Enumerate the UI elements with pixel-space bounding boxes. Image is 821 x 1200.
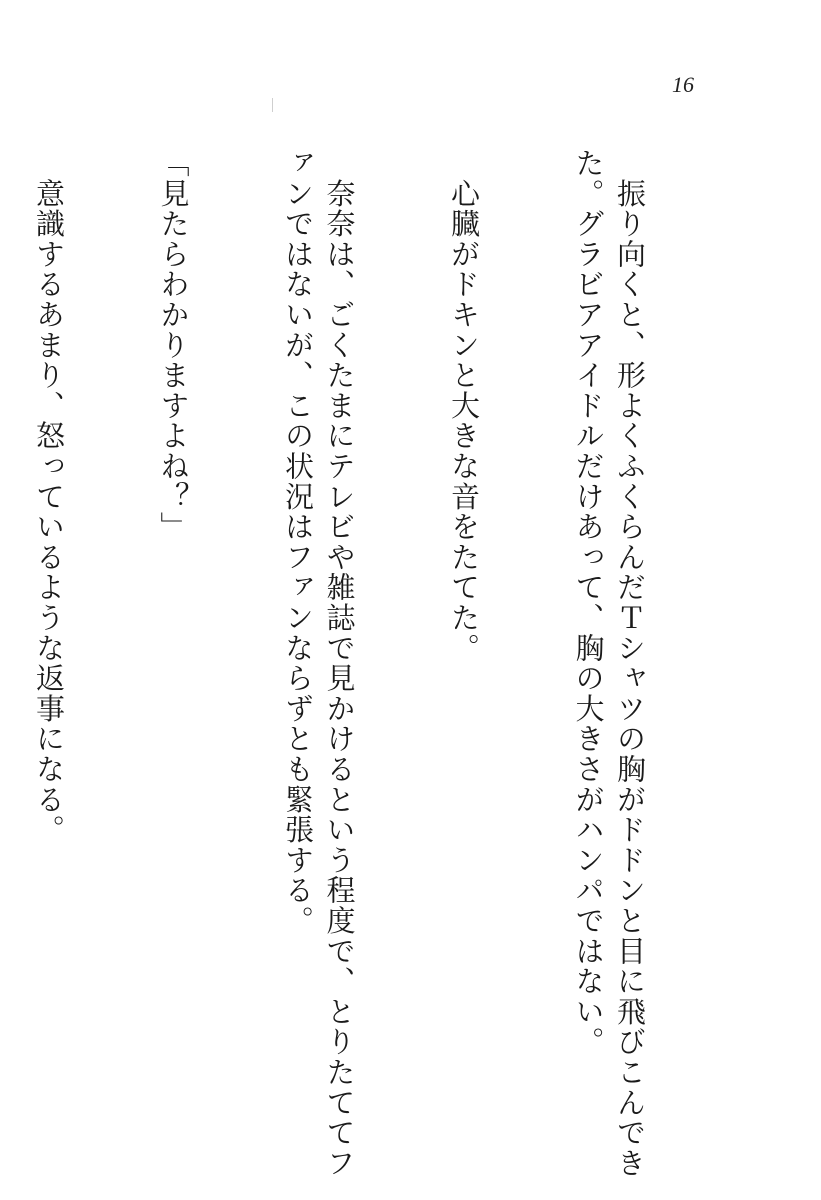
paragraph: 「見たらわかりますよね？」 [156, 148, 191, 542]
faint-mark [272, 98, 273, 112]
body-text [33, 148, 733, 1188]
paragraph: 振り向くと、形よくふくらんだＴシャツの胸がドドンと目に飛びこんできた。グラビアアイドルだけあって、胸の大きさがハンパではない。 [571, 148, 647, 1179]
paragraph: 心臓がドキンと大きな音をたてた。 [447, 148, 481, 664]
paragraph: 意識するあまり、怒っているような返事になる。 [32, 148, 66, 845]
page-number: 16 [672, 72, 694, 97]
paragraph: 奈奈は、ごくたまにテレビや雑誌で見かけるという程度で、とりたててファンではないが、この状況はファンならずとも緊張する。 [281, 148, 357, 1179]
